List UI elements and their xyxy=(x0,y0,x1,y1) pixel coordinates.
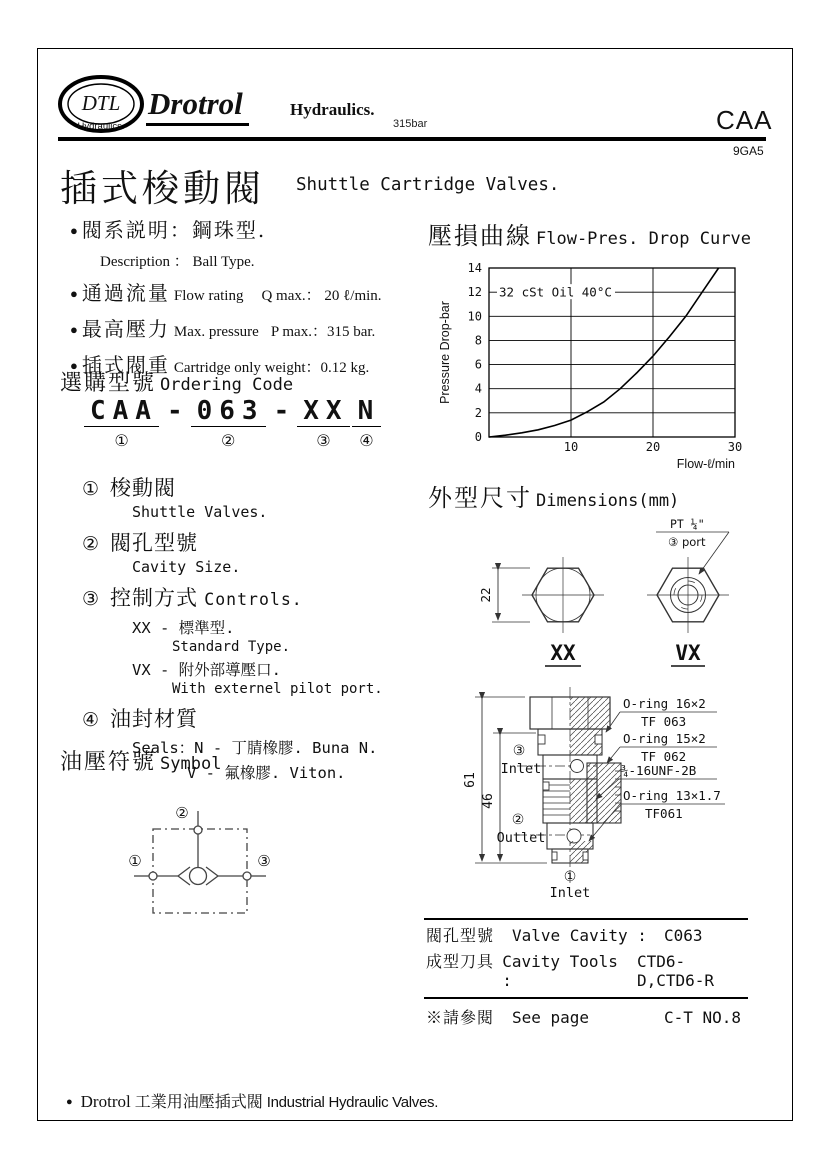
symbol-port-2: ② xyxy=(175,804,189,822)
code-marker: ① xyxy=(114,431,129,450)
spec-list xyxy=(70,214,440,385)
ordering-title-en: Ordering Code xyxy=(160,375,294,395)
pressure-rating: 315bar xyxy=(393,118,428,130)
hydraulic-symbol-drawing xyxy=(118,798,288,928)
brand-name: Drotrol xyxy=(146,86,249,126)
seal-line: Seals：N - 丁腈橡膠. Buna N. xyxy=(132,739,378,757)
code-text: XX xyxy=(297,396,349,427)
port-2-num: ② xyxy=(511,812,525,828)
svg-text:12: 12 xyxy=(467,285,482,300)
ordering-code xyxy=(80,396,385,450)
dim-across-flats: 22 xyxy=(478,587,493,603)
item-en-inline: Controls. xyxy=(204,590,303,609)
port-3-num: ③ xyxy=(512,743,526,759)
row-en: Valve Cavity : xyxy=(512,926,647,945)
dim-overall-height: 61 xyxy=(463,772,478,788)
port-1-label: Inlet xyxy=(549,885,591,901)
option-sub: With externel pilot port. xyxy=(172,681,383,697)
item-number: ② xyxy=(82,533,101,555)
y-axis-label: Pressure Drop-bar xyxy=(438,301,452,404)
code-marker: ④ xyxy=(359,431,374,450)
footer-en: Industrial Hydraulic Valves. xyxy=(266,1094,439,1111)
chart-title xyxy=(428,216,751,251)
row-zh: 閥孔型號 xyxy=(426,926,495,945)
chart-title-zh: 壓損曲線 xyxy=(428,222,532,250)
dimensions-title-en: Dimensions(mm) xyxy=(536,491,680,511)
port-note-thread: PT ¼" xyxy=(670,517,705,531)
legend-item xyxy=(82,706,422,733)
symbol-port-3: ③ xyxy=(257,852,271,870)
item-number: ① xyxy=(82,478,101,500)
legend-item xyxy=(82,530,422,557)
footer xyxy=(66,1089,438,1112)
page-title-en: Shuttle Cartridge Valves. xyxy=(296,175,560,195)
bullet-icon: ● xyxy=(70,223,78,238)
symbol-title-en: Symbol xyxy=(160,754,222,774)
code-segment xyxy=(191,396,266,450)
option-line: VX - 附外部導壓口. xyxy=(132,661,281,679)
code-marker: ③ xyxy=(316,431,331,450)
option-line: XX - 標準型. xyxy=(132,619,235,637)
logo-abbr: DTL xyxy=(81,91,121,115)
item-zh: 梭動閥 xyxy=(110,476,177,500)
callout-oring-15x2: O-ring 15×2 xyxy=(623,731,706,746)
ordering-title-zh: 選購型號 xyxy=(60,371,157,396)
port-note-port: ③ port xyxy=(668,535,706,549)
callout-oring-16x2: O-ring 16×2 xyxy=(623,696,706,711)
spec-value: Q max.： 20 ℓ/min. xyxy=(261,288,382,304)
svg-text:14: 14 xyxy=(467,261,482,275)
svg-text:10: 10 xyxy=(467,309,482,324)
svg-text:20: 20 xyxy=(645,440,661,454)
item-zh: 閥孔型號 xyxy=(110,531,199,555)
row-value: C063 xyxy=(664,926,703,945)
code-text: N xyxy=(352,396,382,427)
code-segment xyxy=(84,396,159,450)
svg-text:10: 10 xyxy=(563,440,579,454)
note-value: C-T NO.8 xyxy=(664,1008,742,1027)
bullet-icon: ● xyxy=(70,358,78,373)
spec-en: Flow rating xyxy=(173,288,244,304)
svg-text:6: 6 xyxy=(474,357,482,372)
bullet-icon: ● xyxy=(66,1096,73,1108)
row-zh: 成型刀具 xyxy=(426,952,495,971)
dimensions-title-zh: 外型尺寸 xyxy=(428,484,532,512)
page-code: 9GA5 xyxy=(733,144,764,158)
code-text: 063 xyxy=(191,396,266,427)
ordering-legend xyxy=(82,466,422,783)
code-separator: - xyxy=(273,396,290,426)
code-separator: - xyxy=(166,396,183,426)
variant-label-xx: XX xyxy=(550,641,576,665)
footer-brand: Drotrol xyxy=(80,1092,131,1111)
cartridge-section-drawing xyxy=(455,683,790,905)
callout-tf061: TF061 xyxy=(645,806,683,821)
callout-oring-13x17: O-ring 13×1.7 xyxy=(623,788,721,803)
spec-zh: 最高壓力 xyxy=(81,317,170,341)
symbol-title xyxy=(60,745,221,776)
chart-title-en: Flow-Pres. Drop Curve xyxy=(536,229,751,249)
svg-text:2: 2 xyxy=(474,405,482,420)
note-zh: ※請參閱 xyxy=(426,1008,495,1027)
spec-row xyxy=(70,277,440,306)
header-rule xyxy=(58,137,766,141)
svg-text:8: 8 xyxy=(474,333,482,348)
spec-row xyxy=(70,313,440,342)
spec-en: Cartridge only weight：0.12 kg. xyxy=(173,360,370,376)
x-axis-label: Flow-ℓ/min xyxy=(676,457,735,471)
svg-text:30: 30 xyxy=(727,440,743,454)
hex-views-drawing xyxy=(430,508,785,680)
spec-row xyxy=(70,214,440,243)
legend-item xyxy=(82,585,422,613)
bullet-icon: ● xyxy=(70,322,78,337)
variant-label-vx: VX xyxy=(675,641,701,665)
code-segment xyxy=(297,396,349,450)
callout-thread: ¾-16UNF-2B xyxy=(621,763,697,778)
code-text: CAA xyxy=(84,396,159,427)
table-note-row xyxy=(424,997,748,1028)
spec-zh: 閥系説明：鋼珠型. xyxy=(81,218,267,242)
spec-sub: Description ： Ball Type. xyxy=(100,254,255,270)
table-row xyxy=(424,920,748,946)
bullet-icon: ● xyxy=(70,286,78,301)
note-en: See page xyxy=(512,1008,590,1027)
symbol-port-1: ① xyxy=(128,852,142,870)
callout-tf063: TF 063 xyxy=(641,714,687,729)
ordering-title xyxy=(60,366,293,397)
table-row xyxy=(424,946,748,990)
spec-zh: 通過流量 xyxy=(81,281,170,305)
item-number: ④ xyxy=(82,709,101,731)
brand-suffix: Hydraulics. xyxy=(290,100,375,119)
series-code: CAA xyxy=(716,105,773,135)
row-en: Cavity Tools : xyxy=(502,952,618,990)
code-segment xyxy=(352,396,382,450)
symbol-title-zh: 油壓符號 xyxy=(60,750,157,775)
item-zh: 油封材質 xyxy=(110,707,199,731)
spec-en: Max. pressure xyxy=(173,324,259,340)
item-en: Shuttle Valves. xyxy=(132,503,268,521)
dtl-logo xyxy=(56,74,146,138)
svg-text:0: 0 xyxy=(474,430,482,444)
svg-text:4: 4 xyxy=(474,381,482,396)
callout-tf062: TF 062 xyxy=(641,749,687,764)
dim-body-height: 46 xyxy=(481,793,496,809)
chart-annotation: 32 cSt Oil 40°C xyxy=(499,284,612,300)
item-number: ③ xyxy=(82,588,101,610)
seal-line: V - 氟橡膠. Viton. xyxy=(187,764,346,782)
port-3-label: Inlet xyxy=(500,761,542,777)
legend-item xyxy=(82,475,422,502)
code-marker: ② xyxy=(220,431,236,450)
option-sub: Standard Type. xyxy=(172,639,291,655)
spec-zh: 插式閥重 xyxy=(81,353,170,377)
spec-value: P max.：315 bar. xyxy=(270,324,376,340)
item-en: Cavity Size. xyxy=(132,558,241,576)
flow-pressure-chart xyxy=(435,250,765,478)
logo-sub: Hydraulics. xyxy=(77,121,125,132)
footer-zh: 工業用油壓插式閥 xyxy=(134,1092,263,1111)
item-zh: 控制方式 xyxy=(110,586,199,610)
port-2-label: Outlet xyxy=(496,830,546,846)
port-1-num: ① xyxy=(563,869,577,885)
page-title-zh: 插式梭動閥 xyxy=(60,167,265,210)
cavity-table xyxy=(424,918,748,1028)
row-value: CTD6-D,CTD6-R xyxy=(636,952,715,990)
